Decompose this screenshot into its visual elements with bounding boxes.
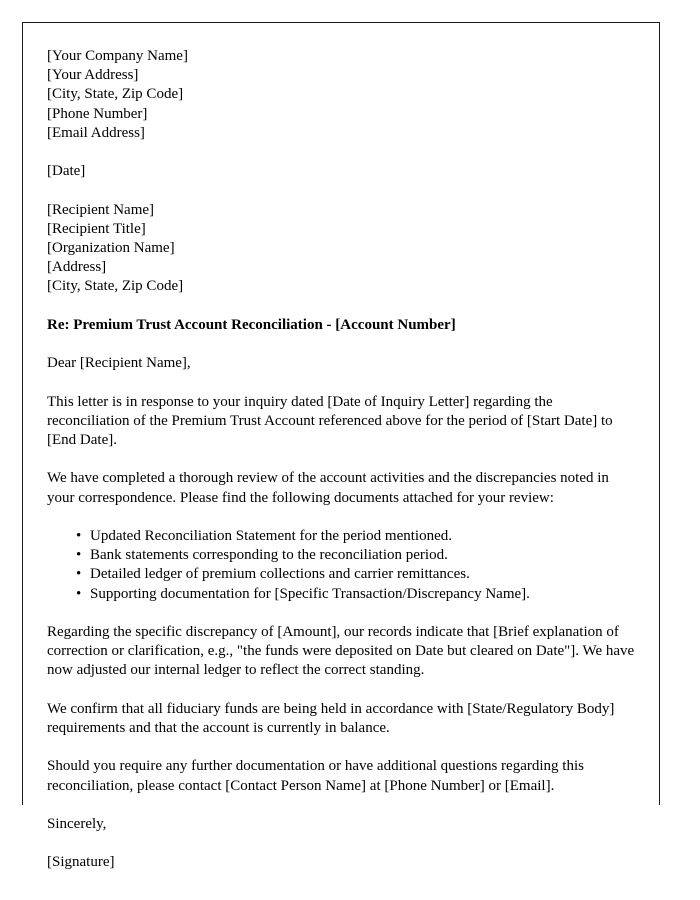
paragraph-review-summary: We have completed a thorough review of the account activities and the discrepancies noted in your correspondence. Please find the following documents attached for your review: — [47, 470, 609, 506]
signature-placeholder: [Signature] — [47, 854, 115, 871]
sender-city-state-zip: [City, State, Zip Code] — [47, 86, 184, 103]
spacer-after-subject — [47, 335, 638, 354]
sender-company-name: [Your Company Name] — [47, 48, 188, 64]
spacer-after-recipient — [47, 297, 638, 316]
recipient-organization-name: [Organization Name] — [47, 240, 175, 256]
paragraph-contact-invitation: Should you require any further documentation or have additional questions regarding this reconciliation, please contact [Contact Person Name] at [Phone Number] or [Email]. — [47, 758, 584, 794]
salutation: Dear [Recipient Name], — [47, 355, 191, 372]
list-item: • Updated Reconciliation Statement for the period mentioned. — [47, 527, 638, 546]
sender-email-address: [Email Address] — [47, 124, 145, 141]
recipient-name: [Recipient Name] — [47, 201, 155, 218]
letter-body — [47, 47, 638, 873]
sender-address-block — [47, 47, 638, 143]
list-item: • Bank statements corresponding to the reconciliation period. — [47, 546, 638, 565]
spacer-after-attachments — [47, 604, 638, 623]
subject-line: Re: Premium Trust Account Reconciliation - [Account Number] — [47, 316, 456, 333]
paragraph-fiduciary-confirmation: We confirm that all fiduciary funds are being held in accordance with [State/Regulatory Body] requirements and that the account is currently in balance. — [47, 700, 615, 736]
spacer-after-paragraph-4 — [47, 738, 638, 757]
paragraph-inquiry-response: This letter is in response to your inquiry dated [Date of Inquiry Letter] regarding the reconciliation of the Premium Trust Account referenced above for the period of [Start Date] to [End Date]. — [47, 393, 613, 448]
sender-phone-number: [Phone Number] — [47, 105, 148, 122]
recipient-street-address: [Address] — [47, 259, 107, 276]
recipient-city-state-zip: [City, State, Zip Code] — [47, 278, 184, 295]
closing-salutation: Sincerely, — [47, 815, 107, 832]
spacer-after-sender — [47, 143, 638, 162]
recipient-title: [Recipient Title] — [47, 220, 146, 237]
letter-page — [22, 22, 660, 871]
list-item: • Detailed ledger of premium collections and carrier remittances. — [47, 565, 638, 584]
list-item: • Supporting documentation for [Specific Transaction/Discrepancy Name]. — [47, 585, 638, 604]
spacer-after-paragraph-3 — [47, 681, 638, 700]
spacer-after-paragraph-5 — [47, 796, 638, 815]
recipient-address-block — [47, 201, 638, 297]
date-block — [47, 162, 638, 181]
spacer-after-closing — [47, 834, 638, 853]
spacer-after-paragraph-2 — [47, 508, 638, 527]
spacer-after-salutation — [47, 373, 638, 392]
spacer-after-paragraph-1 — [47, 450, 638, 469]
paragraph-discrepancy-explanation: Regarding the specific discrepancy of [Amount], our records indicate that [Brief explanation of correction or clarification, e.g., "the funds were deposited on Date but cleared on Date"]. We have now adjusted our internal ledger to reflect the correct standing. — [47, 623, 635, 679]
letter-date: [Date] — [47, 163, 86, 180]
attachments-list — [47, 527, 638, 604]
sender-street-address: [Your Address] — [47, 67, 139, 84]
spacer-after-date — [47, 181, 638, 200]
